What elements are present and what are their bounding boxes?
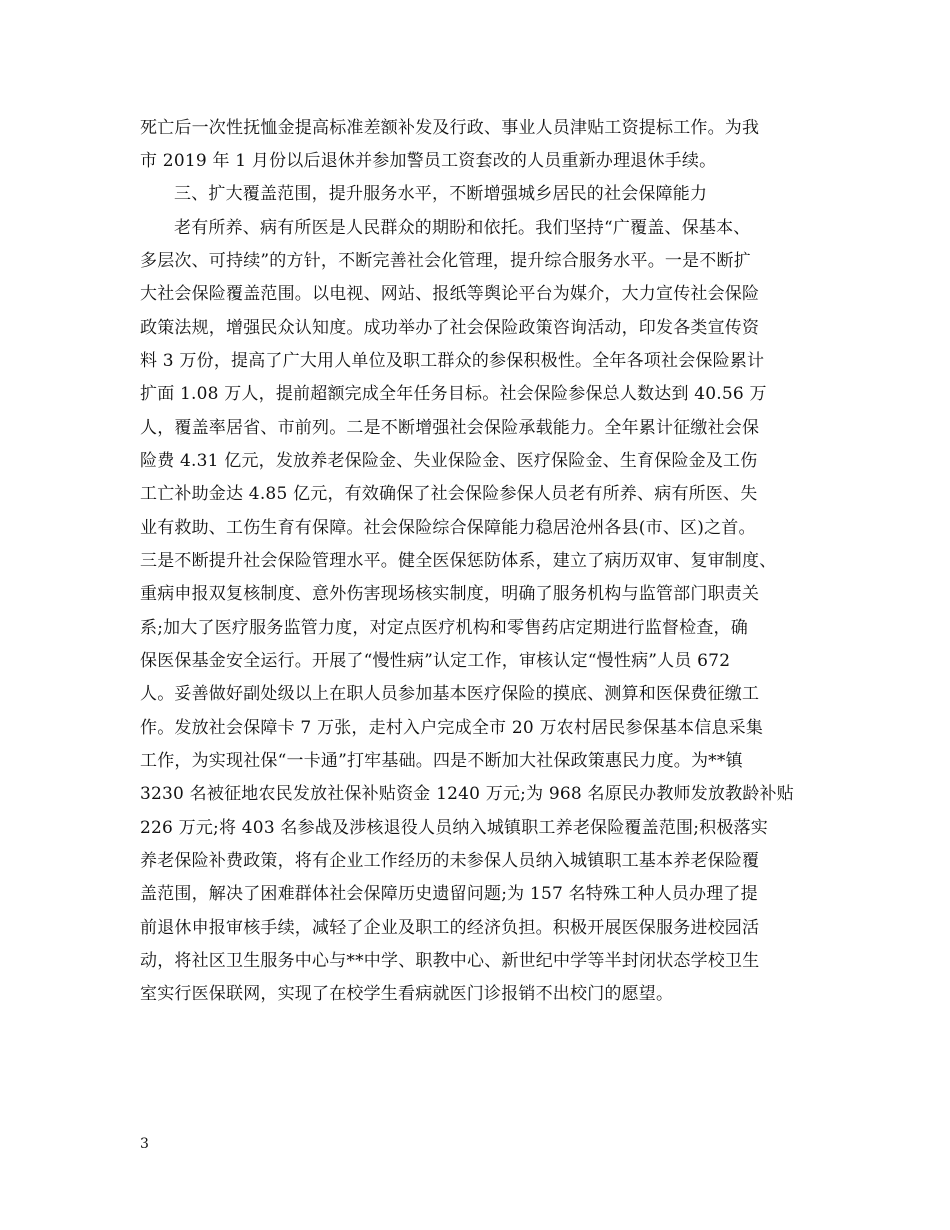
text-line: 重病申报双复核制度、意外伤害现场核实制度，明确了服务机构与监管部门职责关	[140, 584, 760, 604]
text-line: 大社会保险覆盖范围。以电视、网站、报纸等舆论平台为媒介，大力宣传社会保险	[140, 284, 760, 304]
text-line: 工亡补助金达 4.85 亿元，有效确保了社会保险参保人员老有所养、病有所医、失	[140, 484, 758, 504]
text-line: 扩面 1.08 万人，提前超额完成全年任务目标。社会保险参保总人数达到 40.56 万	[140, 384, 767, 404]
text-line: 工作，为实现社保“一卡通”打牢基础。四是不断加大社保政策惠民力度。为**镇	[140, 751, 743, 771]
text-line: 室实行医保联网，实现了在校学生看病就医门诊报销不出校门的愿望。	[140, 984, 674, 1004]
text-line: 业有救助、工伤生育有保障。社会保险综合保障能力稳居沧州各县(市、区)之首。	[140, 518, 756, 538]
text-line: 市 2019 年 1 月份以后退休并参加警员工资套改的人员重新办理退休手续。	[140, 151, 717, 171]
text-line: 养老保险补费政策，将有企业工作经历的未参保人员纳入城镇职工基本养老保险覆	[140, 851, 760, 871]
text-line: 盖范围，解决了困难群体社会保障历史遗留问题;为 157 名特殊工种人员办理了提	[140, 884, 758, 904]
text-line: 作。发放社会保障卡 7 万张，走村入户完成全市 20 万农村居民参保基本信息采集	[140, 718, 764, 738]
text-line: 政策法规，增强民众认知度。成功举办了社会保险政策咨询活动，印发各类宣传资	[140, 318, 760, 338]
text-line: 三是不断提升社会保险管理水平。健全医保惩防体系，建立了病历双审、复审制度、	[140, 551, 777, 571]
text-line: 系;加大了医疗服务监管力度，对定点医疗机构和零售药店定期进行监督检查，确	[140, 618, 748, 638]
text-line: 3230 名被征地农民发放社保补贴资金 1240 万元;为 968 名原民办教师发放教龄补贴	[140, 784, 794, 804]
text-line: 多层次、可持续”的方针，不断完善社会化管理，提升综合服务水平。一是不断扩	[140, 251, 751, 271]
page-number: 3	[140, 1136, 149, 1152]
text-line: 226 万元;将 403 名参战及涉核退役人员纳入城镇职工养老保险覆盖范围;积极落实	[140, 818, 768, 838]
text-line: 前退休申报审核手续，减轻了企业及职工的经济负担。积极开展医保服务进校园活	[140, 918, 760, 938]
text-line: 保医保基金安全运行。开展了“慢性病”认定工作，审核认定“慢性病”人员 672	[140, 651, 731, 671]
text-line: 人，覆盖率居省、市前列。二是不断增强社会保险承载能力。全年累计征缴社会保	[140, 418, 760, 438]
text-line: 料 3 万份，提高了广大用人单位及职工群众的参保积极性。全年各项社会保险累计	[140, 351, 765, 371]
text-line: 险费 4.31 亿元，发放养老保险金、失业保险金、医疗保险金、生育保险金及工伤	[140, 451, 758, 471]
text-line: 动，将社区卫生服务中心与**中学、职教中心、新世纪中学等半封闭状态学校卫生	[140, 951, 760, 971]
section-heading: 三、扩大覆盖范围，提升服务水平，不断增强城乡居民的社会保障能力	[174, 184, 708, 204]
text-line: 死亡后一次性抚恤金提高标准差额补发及行政、事业人员津贴工资提标工作。为我	[140, 118, 760, 138]
text-line: 人。妥善做好副处级以上在职人员参加基本医疗保险的摸底、测算和医保费征缴工	[140, 684, 760, 704]
paragraph-first-line: 老有所养、病有所医是人民群众的期盼和依托。我们坚持“广覆盖、保基本、	[174, 218, 751, 238]
